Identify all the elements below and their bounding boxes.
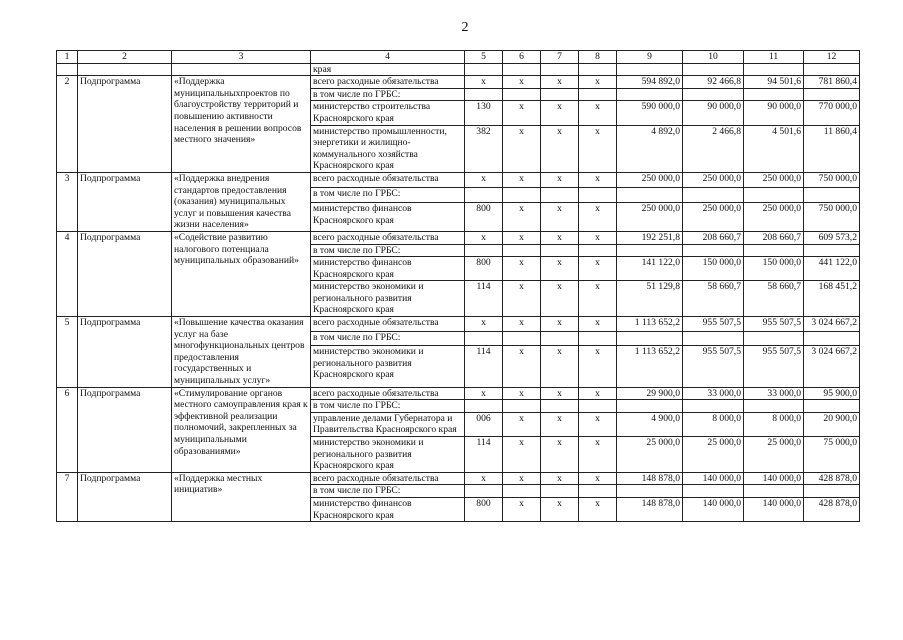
amount-col10: 955 507,5 xyxy=(683,346,744,387)
expense-label: в том числе по ГРБС: xyxy=(311,187,465,202)
amount-col9: 1 113 652,2 xyxy=(617,346,683,387)
amount-col10: 8 000,0 xyxy=(683,412,744,436)
cell-col6: х xyxy=(503,346,541,387)
cell-col8: х xyxy=(579,281,617,317)
cell-col6: х xyxy=(503,101,541,125)
expense-label: всего расходные обязательства xyxy=(311,387,465,400)
cell-col7: х xyxy=(541,317,579,332)
cell-col8: х xyxy=(579,317,617,332)
amount-col9 xyxy=(617,400,683,413)
budget-table xyxy=(56,50,860,522)
header-cell: 7 xyxy=(541,51,579,64)
expense-label: в том числе по ГРБС: xyxy=(311,88,465,101)
amount-col12: 3 024 667,2 xyxy=(804,317,860,332)
subprogram-name: «Поддержка местных инициатив» xyxy=(172,472,311,521)
amount-col11 xyxy=(744,187,804,202)
expense-label: управление делами Губернатора и Правительства Красноярского края xyxy=(311,412,465,436)
cell-col7 xyxy=(541,244,579,257)
row-type: Подпрограмма xyxy=(78,231,172,316)
expense-label: министерство промышленности, энергетики и жилищно-коммунального хозяйства Красноярского края xyxy=(311,125,465,172)
amount-col11: 58 660,7 xyxy=(744,281,804,317)
expense-label: в том числе по ГРБС: xyxy=(311,485,465,498)
grbs-code: 800 xyxy=(465,203,503,232)
expense-label: всего расходные обязательства xyxy=(311,76,465,89)
amount-col10 xyxy=(683,331,744,346)
amount-col10: 250 000,0 xyxy=(683,172,744,187)
row-number: 5 xyxy=(57,317,78,388)
amount-col9: 29 900,0 xyxy=(617,387,683,400)
amount-col9: 594 892,0 xyxy=(617,76,683,89)
amount-col12 xyxy=(804,485,860,498)
amount-col10: 25 000,0 xyxy=(683,437,744,473)
grbs-code xyxy=(465,400,503,413)
header-cell: 2 xyxy=(78,51,172,64)
table-row xyxy=(57,317,860,332)
grbs-code: х xyxy=(465,76,503,89)
cell-col6: х xyxy=(503,203,541,232)
amount-col12 xyxy=(804,331,860,346)
header-cell: 12 xyxy=(804,51,860,64)
amount-col10: 140 000,0 xyxy=(683,472,744,485)
cell-col6: х xyxy=(503,281,541,317)
cell-col8: х xyxy=(579,387,617,400)
cell-col7: х xyxy=(541,125,579,172)
cell-col7: х xyxy=(541,346,579,387)
header-cell: 9 xyxy=(617,51,683,64)
amount-col11: 150 000,0 xyxy=(744,257,804,281)
amount-col9: 250 000,0 xyxy=(617,203,683,232)
amount-col9: 250 000,0 xyxy=(617,172,683,187)
grbs-code xyxy=(465,331,503,346)
row-type: Подпрограмма xyxy=(78,172,172,231)
amount-col12: 428 878,0 xyxy=(804,472,860,485)
header-cell: 3 xyxy=(172,51,311,64)
header-cell: 10 xyxy=(683,51,744,64)
amount-col9: 1 113 652,2 xyxy=(617,317,683,332)
amount-col10 xyxy=(683,187,744,202)
expense-label: в том числе по ГРБС: xyxy=(311,400,465,413)
amount-col9 xyxy=(617,244,683,257)
amount-col9 xyxy=(617,485,683,498)
cell-col8 xyxy=(579,400,617,413)
cell-col7: х xyxy=(541,231,579,244)
expense-label: всего расходные обязательства xyxy=(311,172,465,187)
amount-col9: 4 900,0 xyxy=(617,412,683,436)
amount-col12: 770 000,0 xyxy=(804,101,860,125)
amount-col10: 208 660,7 xyxy=(683,231,744,244)
amount-col11: 90 000,0 xyxy=(744,101,804,125)
header-cell: 4 xyxy=(311,51,465,64)
cell-col8: х xyxy=(579,346,617,387)
expense-label: министерство строительства Красноярского края xyxy=(311,101,465,125)
amount-col12: 781 860,4 xyxy=(804,76,860,89)
amount-col9 xyxy=(617,88,683,101)
grbs-code xyxy=(465,88,503,101)
amount-col10: 90 000,0 xyxy=(683,101,744,125)
expense-label: всего расходные обязательства xyxy=(311,317,465,332)
grbs-code: 382 xyxy=(465,125,503,172)
amount-col12: 95 900,0 xyxy=(804,387,860,400)
amount-col9: 590 000,0 xyxy=(617,101,683,125)
row-number: 7 xyxy=(57,472,78,521)
row-type: Подпрограмма xyxy=(78,317,172,388)
row-number: 3 xyxy=(57,172,78,231)
grbs-code: 114 xyxy=(465,281,503,317)
amount-col10: 58 660,7 xyxy=(683,281,744,317)
cell-col7 xyxy=(541,187,579,202)
amount-col11: 8 000,0 xyxy=(744,412,804,436)
table-row xyxy=(57,231,860,244)
cell-col6: х xyxy=(503,472,541,485)
cell-col7 xyxy=(541,331,579,346)
cell-col6 xyxy=(503,187,541,202)
amount-col12: 441 122,0 xyxy=(804,257,860,281)
table-row xyxy=(57,472,860,485)
amount-col9: 25 000,0 xyxy=(617,437,683,473)
cell-col7: х xyxy=(541,257,579,281)
amount-col11: 955 507,5 xyxy=(744,346,804,387)
amount-col11 xyxy=(744,485,804,498)
grbs-code: 114 xyxy=(465,346,503,387)
amount-col10 xyxy=(683,88,744,101)
amount-col12: 75 000,0 xyxy=(804,437,860,473)
cell-col8: х xyxy=(579,412,617,436)
cell-col7: х xyxy=(541,76,579,89)
cell-col6: х xyxy=(503,497,541,521)
cell-col6: х xyxy=(503,172,541,187)
expense-label: министерство экономики и регионального развития Красноярского края xyxy=(311,281,465,317)
expense-label: министерство экономики и регионального развития Красноярского края xyxy=(311,346,465,387)
cell-col8: х xyxy=(579,497,617,521)
cell-col6: х xyxy=(503,437,541,473)
row-number: 6 xyxy=(57,387,78,472)
amount-col9: 4 892,0 xyxy=(617,125,683,172)
amount-col9 xyxy=(617,331,683,346)
cell-col8 xyxy=(579,187,617,202)
table-row xyxy=(57,387,860,400)
amount-col12: 3 024 667,2 xyxy=(804,346,860,387)
amount-col10 xyxy=(683,485,744,498)
grbs-code xyxy=(465,244,503,257)
amount-col12: 168 451,2 xyxy=(804,281,860,317)
grbs-code: х xyxy=(465,317,503,332)
amount-col12 xyxy=(804,88,860,101)
cell-col7 xyxy=(541,485,579,498)
header-cell: 11 xyxy=(744,51,804,64)
cell-col6 xyxy=(503,331,541,346)
cell-col7: х xyxy=(541,437,579,473)
row-type: Подпрограмма xyxy=(78,472,172,521)
expense-label: всего расходные обязательства xyxy=(311,472,465,485)
amount-col11: 250 000,0 xyxy=(744,203,804,232)
row-number: 2 xyxy=(57,76,78,173)
cell-col6: х xyxy=(503,231,541,244)
subprogram-name: «Содействие развитию налогового потенциала муниципальных образований» xyxy=(172,231,311,316)
amount-col11: 140 000,0 xyxy=(744,472,804,485)
cell-col8: х xyxy=(579,101,617,125)
amount-col11: 250 000,0 xyxy=(744,172,804,187)
amount-col12: 20 900,0 xyxy=(804,412,860,436)
cell-col7: х xyxy=(541,172,579,187)
amount-col9: 148 878,0 xyxy=(617,472,683,485)
cell-col6 xyxy=(503,88,541,101)
cell-col6 xyxy=(503,485,541,498)
cell-col6: х xyxy=(503,317,541,332)
cell-col8 xyxy=(579,88,617,101)
expense-label: всего расходные обязательства xyxy=(311,231,465,244)
amount-col11: 25 000,0 xyxy=(744,437,804,473)
cell-col7: х xyxy=(541,101,579,125)
amount-col10 xyxy=(683,400,744,413)
grbs-code: 800 xyxy=(465,257,503,281)
cell-col8: х xyxy=(579,203,617,232)
header-cell: 6 xyxy=(503,51,541,64)
amount-col12: 750 000,0 xyxy=(804,172,860,187)
grbs-code: 800 xyxy=(465,497,503,521)
cell-col8 xyxy=(579,331,617,346)
cell-col8: х xyxy=(579,172,617,187)
subprogram-name: «Поддержка муниципальныхпроектов по благоустройству территорий и повышению активности населения в решении вопросов местного значения» xyxy=(172,76,311,173)
amount-col10 xyxy=(683,244,744,257)
cell-col6: х xyxy=(503,257,541,281)
amount-col10: 140 000,0 xyxy=(683,497,744,521)
amount-col10: 250 000,0 xyxy=(683,203,744,232)
expense-label: министерство финансов Красноярского края xyxy=(311,497,465,521)
amount-col11: 208 660,7 xyxy=(744,231,804,244)
continuation-text: края xyxy=(311,63,465,76)
cell-col7 xyxy=(541,400,579,413)
amount-col12 xyxy=(804,187,860,202)
amount-col11 xyxy=(744,244,804,257)
cell-col8: х xyxy=(579,257,617,281)
cell-col7: х xyxy=(541,203,579,232)
amount-col12 xyxy=(804,400,860,413)
cell-col8: х xyxy=(579,231,617,244)
cell-col6: х xyxy=(503,387,541,400)
cell-col8: х xyxy=(579,125,617,172)
cell-col7: х xyxy=(541,387,579,400)
table-row xyxy=(57,76,860,89)
page-number: 2 xyxy=(461,20,469,35)
cell-col8: х xyxy=(579,437,617,473)
cell-col8 xyxy=(579,485,617,498)
grbs-code: х xyxy=(465,387,503,400)
amount-col10: 92 466,8 xyxy=(683,76,744,89)
amount-col9: 192 251,8 xyxy=(617,231,683,244)
amount-col10: 955 507,5 xyxy=(683,317,744,332)
amount-col9 xyxy=(617,187,683,202)
expense-label: в том числе по ГРБС: xyxy=(311,244,465,257)
amount-col12: 11 860,4 xyxy=(804,125,860,172)
amount-col10: 150 000,0 xyxy=(683,257,744,281)
table-row xyxy=(57,172,860,187)
expense-label: в том числе по ГРБС: xyxy=(311,331,465,346)
cell-col8: х xyxy=(579,472,617,485)
cell-col7 xyxy=(541,88,579,101)
amount-col11: 94 501,6 xyxy=(744,76,804,89)
grbs-code: 006 xyxy=(465,412,503,436)
grbs-code: х xyxy=(465,472,503,485)
subprogram-name: «Поддержка внедрения стандартов предоставления (оказания) муниципальных услуг и повышения качества жизни населения» xyxy=(172,172,311,231)
grbs-code: 114 xyxy=(465,437,503,473)
amount-col11: 4 501,6 xyxy=(744,125,804,172)
amount-col12 xyxy=(804,244,860,257)
continuation-row xyxy=(57,63,860,76)
cell-col7: х xyxy=(541,497,579,521)
header-cell: 8 xyxy=(579,51,617,64)
cell-col7: х xyxy=(541,472,579,485)
cell-col6: х xyxy=(503,125,541,172)
amount-col10: 2 466,8 xyxy=(683,125,744,172)
cell-col6: х xyxy=(503,412,541,436)
cell-col8: х xyxy=(579,76,617,89)
amount-col11: 955 507,5 xyxy=(744,317,804,332)
amount-col10: 33 000,0 xyxy=(683,387,744,400)
amount-col11 xyxy=(744,88,804,101)
cell-col7: х xyxy=(541,281,579,317)
subprogram-name: «Стимулирование органов местного самоуправления края к эффективной реализации полномочий, закрепленных за муниципальными образованиями» xyxy=(172,387,311,472)
header-cell: 1 xyxy=(57,51,78,64)
amount-col12: 750 000,0 xyxy=(804,203,860,232)
cell-col6 xyxy=(503,244,541,257)
cell-col8 xyxy=(579,244,617,257)
grbs-code: 130 xyxy=(465,101,503,125)
expense-label: министерство экономики и регионального развития Красноярского края xyxy=(311,437,465,473)
amount-col9: 148 878,0 xyxy=(617,497,683,521)
row-number: 4 xyxy=(57,231,78,316)
header-row xyxy=(57,51,860,64)
cell-col6: х xyxy=(503,76,541,89)
expense-label: министерство финансов Красноярского края xyxy=(311,203,465,232)
amount-col11: 140 000,0 xyxy=(744,497,804,521)
header-cell: 5 xyxy=(465,51,503,64)
amount-col11 xyxy=(744,400,804,413)
row-type: Подпрограмма xyxy=(78,76,172,173)
row-type: Подпрограмма xyxy=(78,387,172,472)
grbs-code: х xyxy=(465,172,503,187)
amount-col9: 141 122,0 xyxy=(617,257,683,281)
amount-col11 xyxy=(744,331,804,346)
amount-col9: 51 129,8 xyxy=(617,281,683,317)
grbs-code xyxy=(465,187,503,202)
amount-col12: 428 878,0 xyxy=(804,497,860,521)
subprogram-name: «Повышение качества оказания услуг на базе многофункциональных центров предоставления государственных и муниципальных услуг» xyxy=(172,317,311,388)
cell-col7: х xyxy=(541,412,579,436)
grbs-code xyxy=(465,485,503,498)
cell-col6 xyxy=(503,400,541,413)
amount-col11: 33 000,0 xyxy=(744,387,804,400)
grbs-code: х xyxy=(465,231,503,244)
amount-col12: 609 573,2 xyxy=(804,231,860,244)
expense-label: министерство финансов Красноярского края xyxy=(311,257,465,281)
